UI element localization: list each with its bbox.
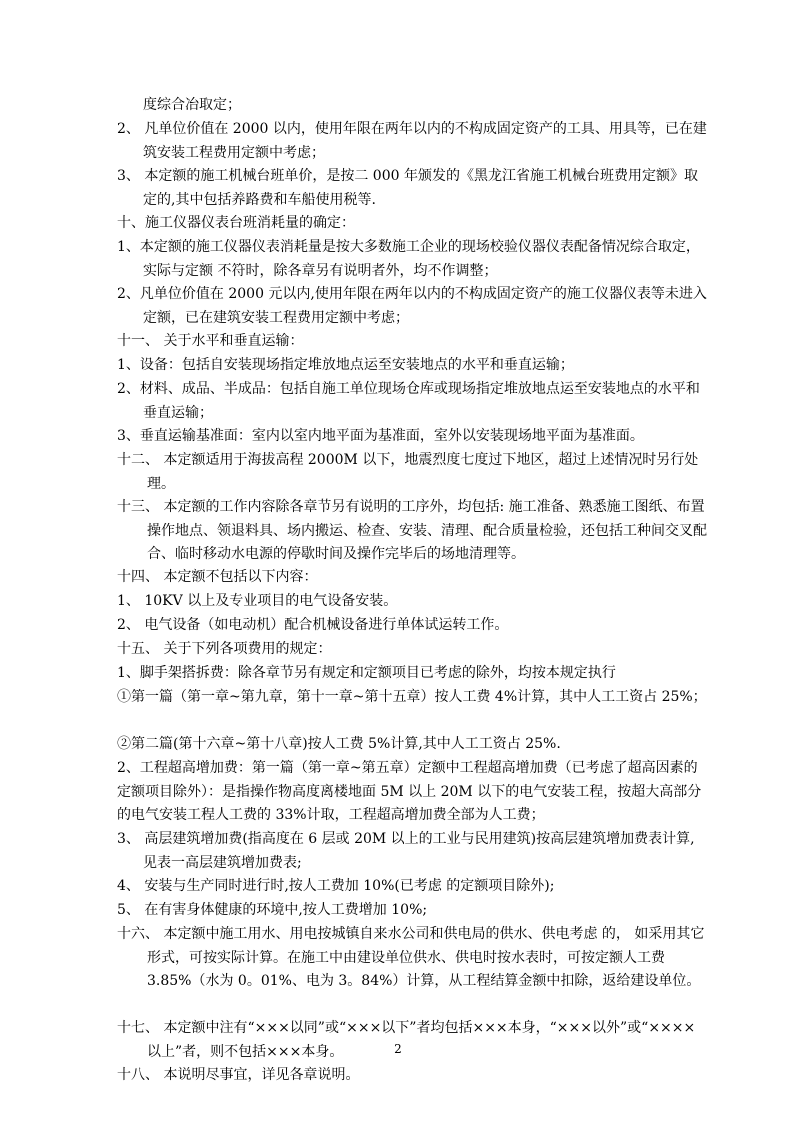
list-item-2: 2、 凡单位价值在 2000 以内，使用年限在两年以内的不构成固定资产的工具、用具等，已在建筑安装工程费用定额中考虑； <box>117 121 707 161</box>
list-item-11-3: 3、垂直运输基准面：室内以室内地平面为基准面，室外以安装现场地平面为基准面。 <box>117 428 644 444</box>
section-heading-11: 十一、 关于水平和垂直运输： <box>117 333 304 349</box>
section-18: 十八、 本说明尽事宜，详见各章说明。 <box>117 1067 360 1083</box>
section-heading-10: 十、施工仪器仪表台班消耗量的确定： <box>117 215 355 231</box>
list-item-15-3: 3、 高层建筑增加费(指高度在 6 层或 20M 以上的工业与民用建筑)按高层建筑增加费表计算,见表一高层建筑增加费表; <box>117 831 695 871</box>
list-item-15-4: 4、 安装与生产同时进行时,按人工费加 10%(已考虑 的定额项目除外); <box>117 878 555 894</box>
section-heading-15: 十五、 关于下列各项费用的规定： <box>117 641 332 657</box>
list-item-10-1: 1、本定额的施工仪器仪表消耗量是按大多数施工企业的现场校验仪器仪表配备情况综合取定，实际与定额 不符时，除各章另有说明者外，均不作调整； <box>117 239 700 279</box>
list-item-3: 3、 本定额的施工机械台班单价，是按二 000 年颁发的《黑龙江省施工机械台班费用定额》取定的,其中包括养路费和车船使用税等. <box>117 168 698 208</box>
list-item-15-1b: ②第二篇(第十六章~第十八章)按人工费 5%计算,其中人工工资占 25%. <box>117 736 561 752</box>
list-item-10-2: 2、凡单位价值在 2000 元以内,使用年限在两年以内的不构成固定资产的施工仪器仪表等未进入定额，已在建筑安装工程费用定额中考虑； <box>117 286 707 326</box>
section-17: 十七、 本定额中注有“×××以同”或“×××以下”者均包括×××本身，“×××以外”或“××××以上”者，则不包括×××本身。 <box>117 1020 696 1060</box>
text-line-1: 度综合冶取定； <box>143 97 241 113</box>
list-item-15-1: 1、脚手架搭拆费：除各章节另有规定和定额项目已考虑的除外，均按本规定执行 <box>117 665 616 681</box>
list-item-11-1: 1、设备：包括自安装现场指定堆放地点运至安装地点的水平和垂直运输； <box>117 357 574 373</box>
page-number: 2 <box>394 1042 402 1056</box>
section-heading-14: 十四、 本定额不包括以下内容： <box>117 569 318 585</box>
section-13: 十三、 本定额的工作内容除各章节另有说明的工序外，均包括: 施工准备、熟悉施工图纸、布置操作地点、领退料具、场内搬运、检查、安装、清理、配合质量检验，还包括工种间交叉配合、临时移动水电源的停歇时间及操作完毕后的场地清理等。 <box>117 499 707 562</box>
list-item-15-2: 2、工程超高增加费：第一篇（第一章~第五章）定额中工程超高增加费（已考虑了超高因素的定额项目除外）：是指操作物高度离楼地面 5M 以上 20M 以下的电气安装工程，按超大高部分的电气安装工程人工费的 33%计取，工程超高增加费全部为人工费； <box>117 760 702 823</box>
list-item-15-1a: ①第一篇（第一章~第九章，第十一章~第十五章）按人工费 4%计算，其中人工工资占 25%； <box>117 689 707 705</box>
list-item-14-2: 2、 电气设备（如电动机）配合机械设备进行单体试运转工作。 <box>117 617 509 633</box>
list-item-15-5: 5、 在有害身体健康的环境中,按人工费增加 10%; <box>117 902 428 918</box>
list-item-14-1: 1、 10KV 以上及专业项目的电气设备安装。 <box>117 593 398 609</box>
section-12: 十二、 本定额适用于海拔高程 2000M 以下，地震烈度七度过下地区，超过上述情况时另行处理。 <box>117 452 699 492</box>
list-item-11-2: 2、材料、成品、半成品：包括自施工单位现场仓库或现场指定堆放地点运至安装地点的水平和垂直运输； <box>117 381 700 421</box>
section-16: 十六、 本定额中施工用水、用电按城镇自来水公司和供电局的供水、供电考虑 的， 如采用其它形式，可按实际计算。在施工中由建设单位供水、供电时按水表时，可按定额人工费 3.85%（水为 0。01%、电为 3。84%）计算，从工程结算金额中扣除，返给建设单位。 <box>117 926 705 989</box>
